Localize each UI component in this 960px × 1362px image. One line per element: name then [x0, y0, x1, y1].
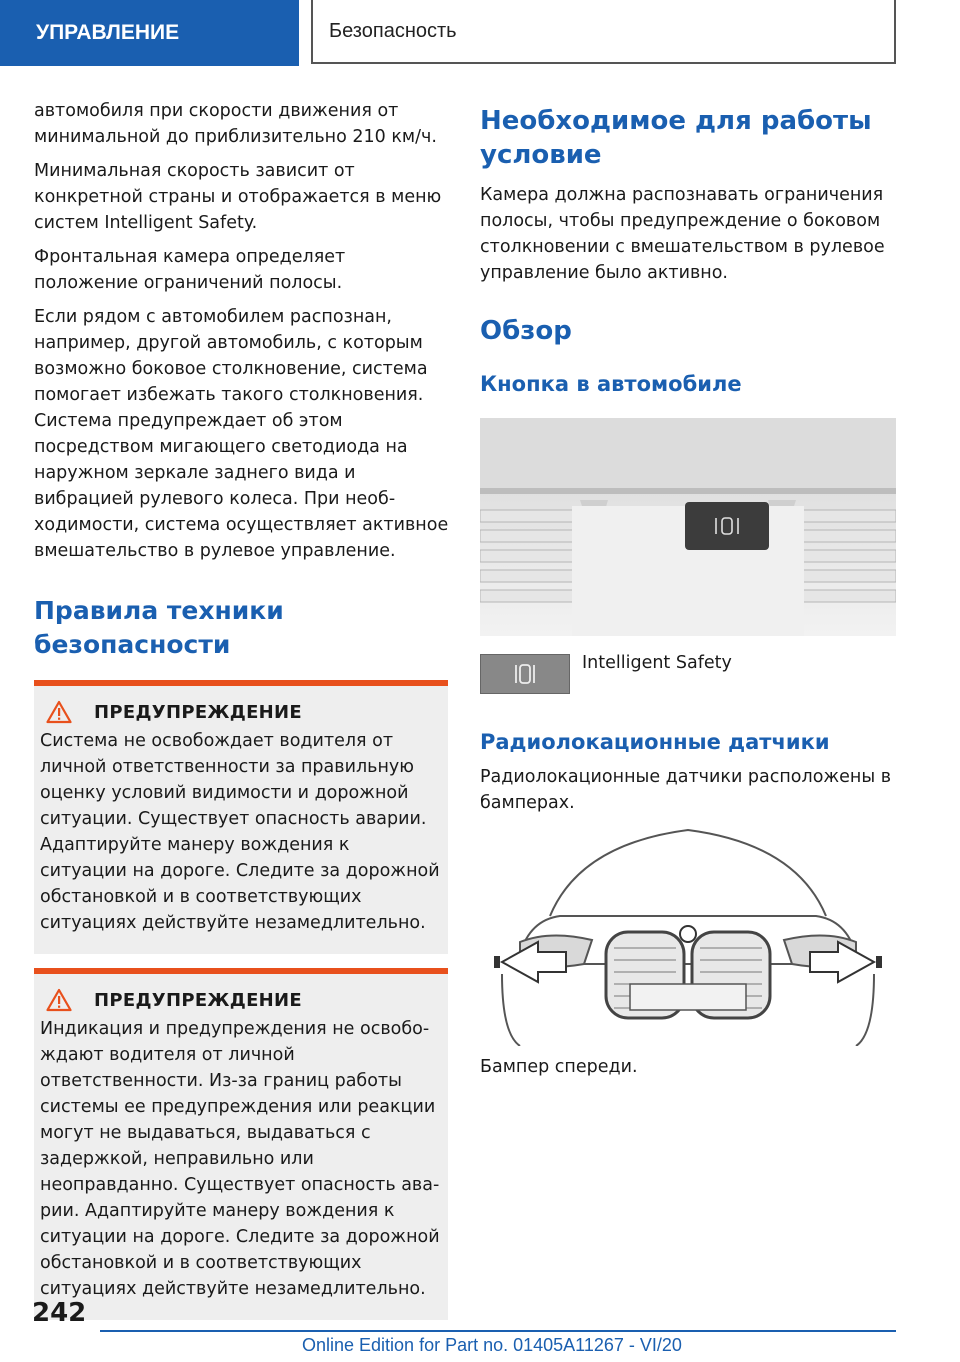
- right-column: [480, 104, 896, 1088]
- condition-text: Камера должна распознавать ограничения полосы, чтобы предупреждение о боковом столкновении с вмешательством в рулевое управление было активно.: [480, 185, 885, 283]
- button-heading: Кнопка в автомобиле: [480, 372, 742, 396]
- paragraph: автомобиля при скорости движения от минимальной до приблизительно 210 км/ч.: [34, 101, 437, 147]
- warning-title: ПРЕДУПРЕЖДЕНИЕ: [94, 989, 303, 1011]
- front-bumper-illustration: [480, 824, 896, 1046]
- edition-info: Online Edition for Part no. 01405A11267 - VI/20: [302, 1335, 682, 1355]
- overview-heading: Обзор: [480, 316, 572, 346]
- paragraph: Если рядом с автомобилем распознан, например, другой автомобиль, с которым возможно боковое столкновение, система помогает избежать такого столкновения. Система предупреждает об этом посредством мигающего светодиода на наружном зеркале заднего вида и вибрацией рулевого колеса. При необходимости, система осуществляет активное вмешательство в рулевое управление.: [34, 307, 449, 561]
- safety-heading: Правила техники безопасности: [34, 596, 284, 659]
- warning-triangle-icon: [46, 700, 72, 724]
- warning-triangle-icon: [46, 988, 72, 1012]
- section-title: Безопасность: [311, 0, 896, 64]
- button-caption: Intelligent Safety: [582, 653, 732, 673]
- intelligent-safety-button-icon: [480, 654, 570, 694]
- page-number: 242: [32, 1298, 87, 1328]
- radar-heading: Радиолокационные датчики: [480, 730, 830, 754]
- radar-text: Радиолокационные датчики расположены в бамперах.: [480, 767, 892, 813]
- chapter-tab: УПРАВЛЕНИЕ: [0, 0, 299, 66]
- dashboard-button-photo: [480, 418, 896, 636]
- warning-box: [34, 968, 448, 1320]
- warning-box: [34, 680, 448, 954]
- paragraph: Фронтальная камера определяет положение ограничений полосы.: [34, 247, 346, 293]
- paragraph: Минимальная скорость зависит от конкретной страны и отображается в меню систем Intelligent Safety.: [34, 161, 442, 233]
- warning-text: Индикация и предупреждения не освобождают водителя от личной ответственности. Из-за границ работы системы ее предупреждения или реакции могут не выдаваться, выдаваться с задержкой, неправильно или неоправданно. Существует опасность аварии. Адаптируйте манеру вождения к ситуации на дороге. Следите за дорожной обстановкой и в соответствующих ситуациях действуйте незамедлительно.: [40, 1019, 440, 1299]
- bumper-caption: Бампер спереди.: [480, 1057, 638, 1077]
- condition-heading: Необходимое для работы условие: [480, 106, 872, 170]
- footer-divider: [100, 1330, 896, 1332]
- left-column: [34, 98, 450, 1320]
- warning-title: ПРЕДУПРЕЖДЕНИЕ: [94, 701, 303, 723]
- warning-text: Система не освобождает водителя от личной ответственности за правильную оценку условий видимости и дорожной ситуации. Существует опасность аварии. Адаптируйте манеру вождения к ситуации на дороге. Следите за дорожной обстановкой и в соответствующих ситуациях действуйте незамедлительно.: [40, 731, 440, 933]
